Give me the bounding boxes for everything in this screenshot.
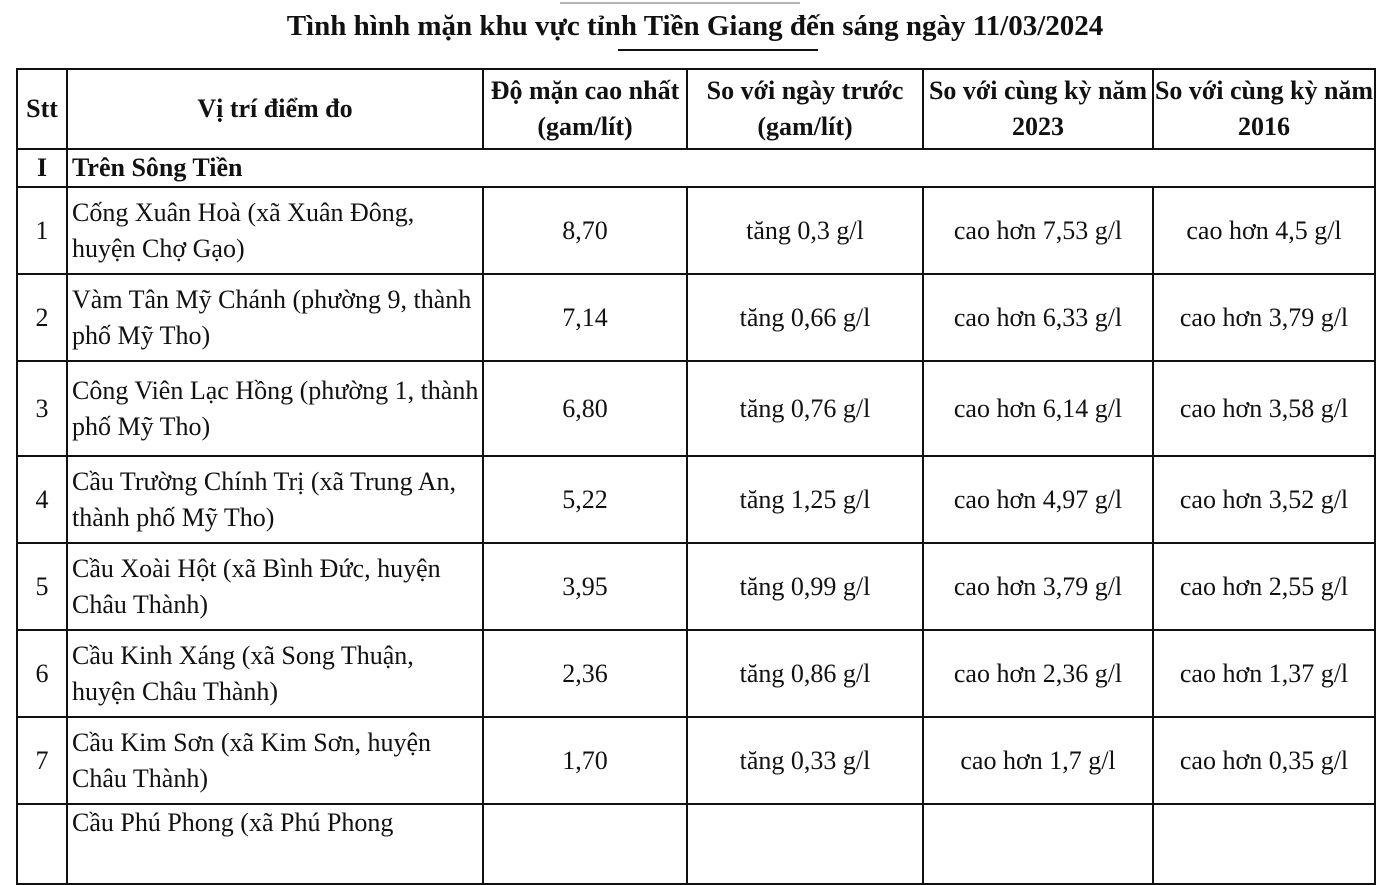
table-row bbox=[17, 630, 1375, 717]
cell-location: Cầu Phú Phong (xã Phú Phong bbox=[67, 804, 483, 884]
cell-location: Cầu Kim Sơn (xã Kim Sơn, huyện Châu Thành) bbox=[67, 717, 483, 804]
cell-location: Cống Xuân Hoà (xã Xuân Đông, huyện Chợ Gạo) bbox=[67, 187, 483, 274]
cell-vs-prev-day: tăng 1,25 g/l bbox=[687, 456, 923, 543]
cell-vs-prev-day: tăng 0,86 g/l bbox=[687, 630, 923, 717]
cropped-heading-edge bbox=[560, 0, 800, 4]
table-row bbox=[17, 274, 1375, 361]
cell-vs-2023: cao hơn 7,53 g/l bbox=[923, 187, 1153, 274]
cell-max-salinity: 5,22 bbox=[483, 456, 687, 543]
cell-vs-2016 bbox=[1153, 804, 1375, 884]
cell-vs-2016: cao hơn 0,35 g/l bbox=[1153, 717, 1375, 804]
table-row bbox=[17, 717, 1375, 804]
cell-location: Cầu Kinh Xáng (xã Song Thuận, huyện Châu Thành) bbox=[67, 630, 483, 717]
header-location: Vị trí điểm đo bbox=[67, 69, 483, 149]
table-row bbox=[17, 361, 1375, 456]
header-vs-prev-day: So với ngày trước (gam/lít) bbox=[687, 69, 923, 149]
cell-vs-2016: cao hơn 3,79 g/l bbox=[1153, 274, 1375, 361]
cell-location: Công Viên Lạc Hồng (phường 1, thành phố Mỹ Tho) bbox=[67, 361, 483, 456]
section-name: Trên Sông Tiền bbox=[67, 149, 1375, 187]
cell-stt: 4 bbox=[17, 456, 67, 543]
cell-vs-2023: cao hơn 3,79 g/l bbox=[923, 543, 1153, 630]
salinity-table bbox=[16, 68, 1376, 885]
section-stt: I bbox=[17, 149, 67, 187]
table-row bbox=[17, 456, 1375, 543]
cell-vs-2016: cao hơn 2,55 g/l bbox=[1153, 543, 1375, 630]
cell-location: Cầu Trường Chính Trị (xã Trung An, thành phố Mỹ Tho) bbox=[67, 456, 483, 543]
cell-vs-prev-day: tăng 0,3 g/l bbox=[687, 187, 923, 274]
page-title: Tình hình mặn khu vực tỉnh Tiền Giang đến sáng ngày 11/03/2024 bbox=[286, 10, 1104, 42]
cell-location: Vàm Tân Mỹ Chánh (phường 9, thành phố Mỹ Tho) bbox=[67, 274, 483, 361]
cell-stt: 6 bbox=[17, 630, 67, 717]
cell-max-salinity: 3,95 bbox=[483, 543, 687, 630]
header-vs-2023: So với cùng kỳ năm 2023 bbox=[923, 69, 1153, 149]
cell-vs-prev-day: tăng 0,76 g/l bbox=[687, 361, 923, 456]
cell-location: Cầu Xoài Hột (xã Bình Đức, huyện Châu Thành) bbox=[67, 543, 483, 630]
table-row bbox=[17, 187, 1375, 274]
cell-max-salinity: 1,70 bbox=[483, 717, 687, 804]
cell-max-salinity: 2,36 bbox=[483, 630, 687, 717]
cell-vs-2023: cao hơn 1,7 g/l bbox=[923, 717, 1153, 804]
cell-stt bbox=[17, 804, 67, 884]
cell-max-salinity: 8,70 bbox=[483, 187, 687, 274]
table-header-row bbox=[17, 69, 1375, 149]
section-row bbox=[17, 149, 1375, 187]
cell-vs-prev-day: tăng 0,99 g/l bbox=[687, 543, 923, 630]
cell-stt: 5 bbox=[17, 543, 67, 630]
header-vs-2016: So với cùng kỳ năm 2016 bbox=[1153, 69, 1375, 149]
cell-vs-2023: cao hơn 6,33 g/l bbox=[923, 274, 1153, 361]
cell-vs-2016: cao hơn 3,58 g/l bbox=[1153, 361, 1375, 456]
cell-vs-2016: cao hơn 4,5 g/l bbox=[1153, 187, 1375, 274]
cell-vs-2023: cao hơn 2,36 g/l bbox=[923, 630, 1153, 717]
cell-vs-2016: cao hơn 1,37 g/l bbox=[1153, 630, 1375, 717]
cell-stt: 3 bbox=[17, 361, 67, 456]
cell-max-salinity bbox=[483, 804, 687, 884]
title-underline bbox=[618, 49, 818, 51]
cell-stt: 2 bbox=[17, 274, 67, 361]
cell-max-salinity: 7,14 bbox=[483, 274, 687, 361]
cell-max-salinity: 6,80 bbox=[483, 361, 687, 456]
table-row bbox=[17, 804, 1375, 884]
cell-vs-2023: cao hơn 4,97 g/l bbox=[923, 456, 1153, 543]
cell-vs-2016: cao hơn 3,52 g/l bbox=[1153, 456, 1375, 543]
cell-vs-2023 bbox=[923, 804, 1153, 884]
cell-vs-prev-day bbox=[687, 804, 923, 884]
cell-vs-prev-day: tăng 0,33 g/l bbox=[687, 717, 923, 804]
header-max-salinity: Độ mặn cao nhất (gam/lít) bbox=[483, 69, 687, 149]
cell-vs-2023: cao hơn 6,14 g/l bbox=[923, 361, 1153, 456]
cell-vs-prev-day: tăng 0,66 g/l bbox=[687, 274, 923, 361]
cell-stt: 1 bbox=[17, 187, 67, 274]
header-stt: Stt bbox=[17, 69, 67, 149]
table-row bbox=[17, 543, 1375, 630]
cell-stt: 7 bbox=[17, 717, 67, 804]
